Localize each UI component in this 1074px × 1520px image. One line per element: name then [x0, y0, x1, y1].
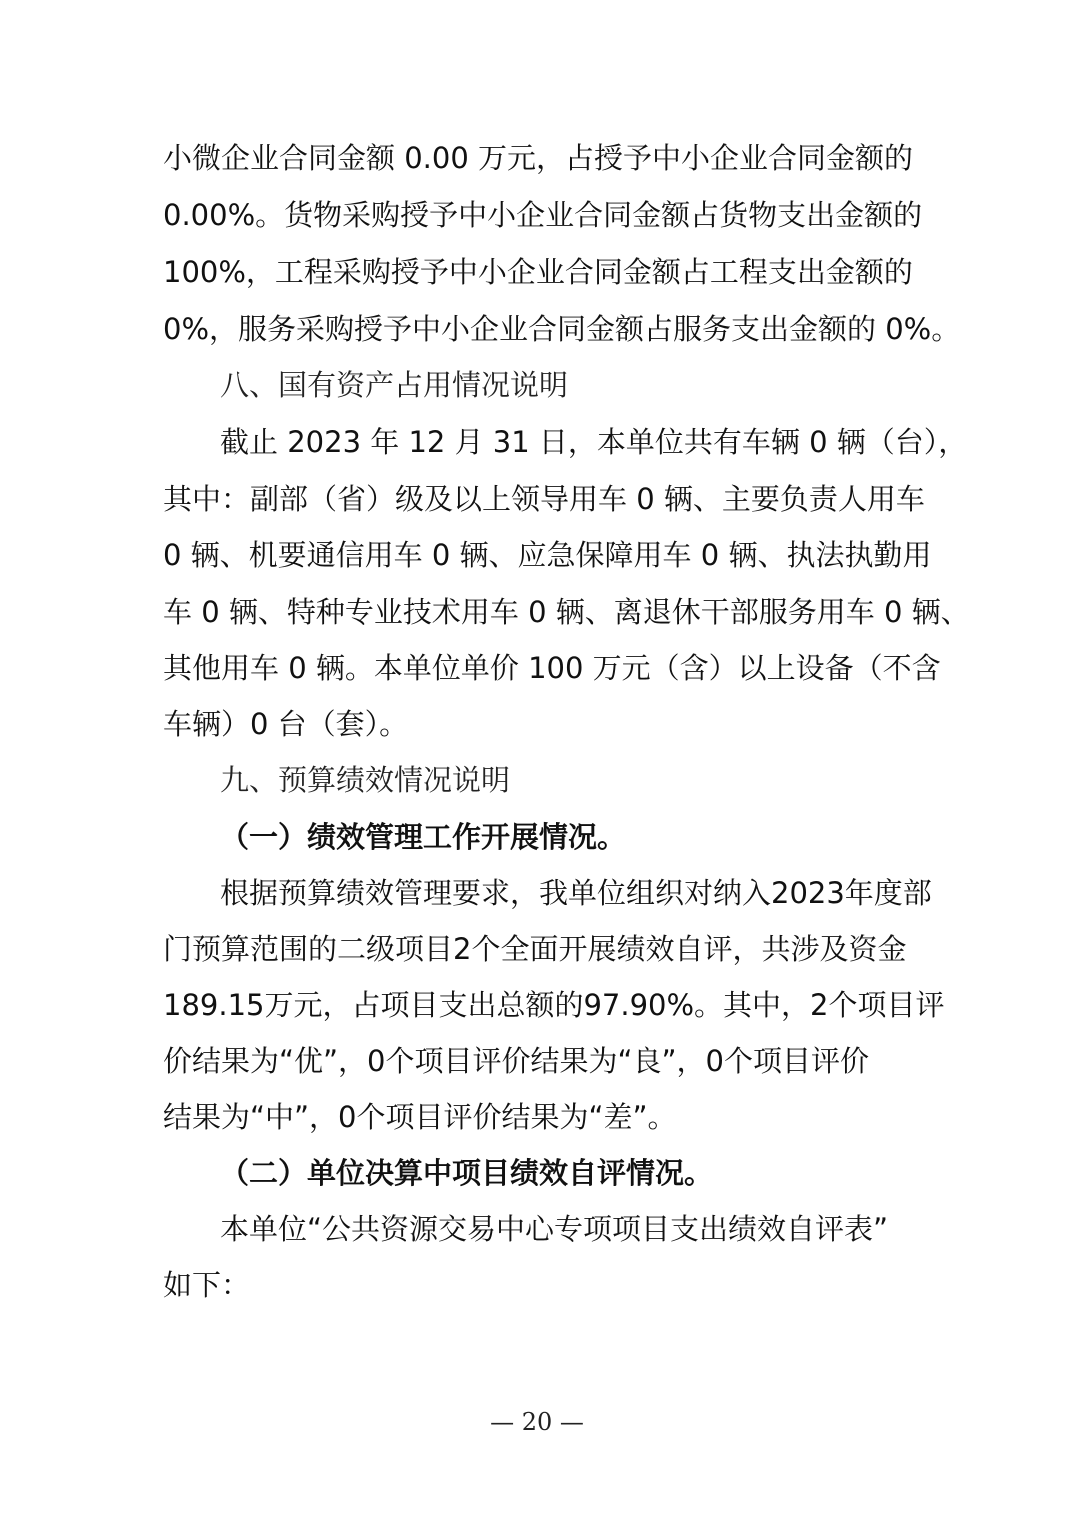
body-text-line: 价结果为“优”，0个项目评价结果为“良”，0个项目评价	[163, 1044, 869, 1078]
body-text-line: 车辆）0 台（套）。	[163, 707, 409, 741]
body-text-line: 截止 2023 年 12 月 31 日，本单位共有车辆 0 辆（台），	[220, 425, 968, 459]
body-text-line: 门预算范围的二级项目2个全面开展绩效自评，共涉及资金	[163, 932, 907, 966]
page-number: — 20 —	[490, 1408, 584, 1436]
body-text-line: 0%，服务采购授予中小企业合同金额占服务支出金额的 0%。	[163, 312, 961, 346]
subsection-heading-1: （一）绩效管理工作开展情况。	[220, 820, 627, 854]
body-text-line: 189.15万元，占项目支出总额的97.90%。其中，2个项目评	[163, 988, 945, 1022]
section-heading-9: 九、预算绩效情况说明	[220, 763, 511, 797]
body-text-line: 其他用车 0 辆。本单位单价 100 万元（含）以上设备（不含	[163, 651, 941, 685]
body-text-line: 结果为“中”，0个项目评价结果为“差”。	[163, 1100, 677, 1134]
body-text-line: 小微企业合同金额 0.00 万元，占授予中小企业合同金额的	[163, 141, 914, 175]
body-text-line: 其中：副部（省）级及以上领导用车 0 辆、主要负责人用车	[163, 482, 925, 516]
section-heading-8: 八、国有资产占用情况说明	[220, 368, 569, 402]
body-text-line: 如下：	[163, 1268, 251, 1302]
body-text-line: 根据预算绩效管理要求，我单位组织对纳入2023年度部	[220, 876, 932, 910]
body-text-line: 本单位“公共资源交易中心专项项目支出绩效自评表”	[220, 1212, 889, 1246]
body-text-line: 车 0 辆、特种专业技术用车 0 辆、离退休干部服务用车 0 辆、	[163, 595, 970, 629]
subsection-heading-2: （二）单位决算中项目绩效自评情况。	[220, 1156, 714, 1190]
body-text-line: 100%，工程采购授予中小企业合同金额占工程支出金额的	[163, 255, 913, 289]
body-text-line: 0 辆、机要通信用车 0 辆、应急保障用车 0 辆、执法执勤用	[163, 538, 932, 572]
body-text-line: 0.00%。货物采购授予中小企业合同金额占货物支出金额的	[163, 198, 923, 232]
